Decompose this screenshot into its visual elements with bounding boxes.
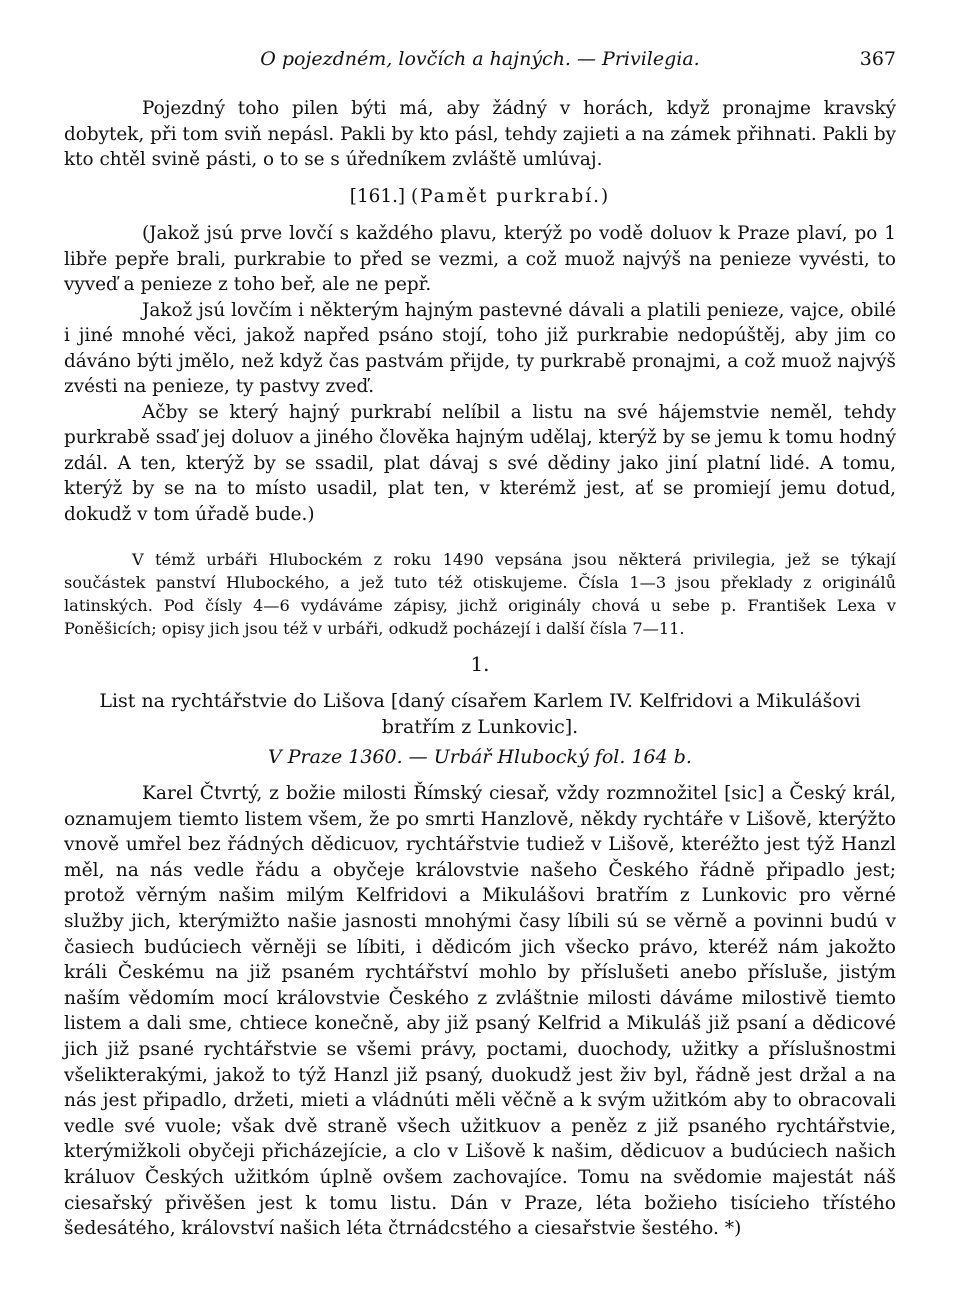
section-heading	[64, 184, 896, 210]
intro-section	[64, 96, 896, 173]
editorial-note	[64, 548, 896, 640]
running-title: O pojezdném, lovčích a hajných. — Privilegia.	[260, 48, 700, 70]
section-body	[64, 221, 896, 527]
section-paragraph-1: (Jakož jsú prve lovčí s každého plavu, kterýž po vodě doluov k Praze plaví, po 1 libře pepře brali, purkrabie to před se vezmi, a což muož najvýš na penieze vyvésti, to vyveď a penieze z toho beř, ale ne pepř.	[64, 223, 896, 295]
section-paragraph-3: Ačby se který hajný purkrabí nelíbil a listu na své hájemstvie neměl, tehdy purkrabě ssaď jej doluov a jiného člověka hajným udělaj, kterýž by se jemu k tomu hodný zdál. A ten, kterýž by se ssadil, plat dávaj s své dědiny jako jiní platní lidé. A tomu, kterýž by se na to místo usadil, plat ten, v kterémž jest, ať se promiejí jemu dotud, dokudž v tom úřadě bude.)	[64, 401, 896, 525]
document-source: V Praze 1360. — Urbář Hlubocký fol. 164 b.	[268, 746, 692, 768]
intro-paragraph: Pojezdný toho pilen býti má, aby žádný v horách, když pronajme kravský dobytek, při tom sviň nepásl. Pakli by kto pásl, tehdy zajieti a na zámek přihnati. Pakli by kto chtěl svině pásti, o to se s úředníkem zvláště umlúvaj.	[64, 98, 896, 170]
page-number: 367	[859, 48, 896, 70]
charter-body	[64, 781, 896, 1242]
section-title: (Pamět purkrabí.)	[410, 186, 611, 207]
editorial-note-text: V témž urbáři Hlubockém z roku 1490 vepsána jsou některá privilegia, jež se týkají součástek panství Hlubockého, a jež tuto též otiskujeme. Čísla 1—3 jsou překlady z originálů latinských. Pod čísly 4—6 vydáváme zápisy, jichž originály chová u sebe p. František Lexa v Poněšicích; opisy jich jsou též v urbáři, odkudž pocházejí i další čísla 7—11.	[64, 550, 896, 638]
section-paragraph-2: Jakož jsú lovčím i některým hajným pastevné dávali a platili penieze, vajce, obilé i jiné mnohé věci, jakož napřed psáno stojí, toho již purkrabie nedopúštěj, aby jim co dáváno býti jmělo, než když čas pastvám přijde, ty purkrabě pronajmi, a což muož najvýš zvésti na penieze, ty pastvy zveď.	[64, 299, 896, 397]
running-header	[64, 48, 896, 78]
section-number: [161.]	[349, 186, 406, 207]
charter-text: Karel Čtvrtý, z božie milosti Římský ciesař, vždy rozmnožitel [sic] a Český král, oznamujem tiemto listem všem, že po smrti Hanzlově, někdy rychtáře v Lišově, kterýžto vnově umřel bez řádných dědicuov, rychtářstvie tudiež v Lišově, kteréžto jest týž Hanzl měl, na nás vedle řádu a obyčeje královstvie našeho Českého řádně připadlo jest; protož věrným našim milým Kelfridovi a Mikulášovi bratřím z Lunkovic pro věrné služby jich, kterýmižto našie jasnosti mnohými časy líbili sú se věrně a povinni budú v časiech budúciech věrněji se líbiti, i dědicóm jich všecko právo, kteréž nám jakožto králi Českému na již psaném rychtářství mohlo by příslušeti anebo přísluše, jistým naším vědomím mocí královstvie Českého z zvláštnie milosti dáváme milostivě tiemto listem a dali sme, chtiece konečně, aby již psaný Kelfrid a Mikuláš již psaní a dědicové jich již psané rychtářstvie se všemi právy, poctami, duochody, užitky a příslušnostmi všelikterakými, jakož to týž Hanzl již psaný, duokudž jest živ byl, řádně jest držal a na nás jest připadlo, držeti, mieti a vládnúti měli věčně a k svým užitkóm aby to obracovali vedle své vuole; však dvě straně všech užitkuov a peněz z již psaného rychtářstvie, kterýmižkoli obyčeji přicházejície, a clo v Lišově k našim, dědicuov a budúciech našich králuov Českých užitkóm úplně ovšem zachovajíce. Tomu na svědomie majestát náš ciesařský přivěšen jest k tomu listu. Dán v Praze, léta božieho tisícieho třístého šedesátého, království našich léta čtrnádcstého a ciesařstvie šestého. *)	[64, 783, 896, 1240]
document-title: List na rychtářstvie do Lišova [daný císařem Karlem IV. Kelfridovi a Mikulášovi bratřím z Lunkovic].	[99, 690, 861, 738]
document-number: 1.	[470, 652, 490, 676]
